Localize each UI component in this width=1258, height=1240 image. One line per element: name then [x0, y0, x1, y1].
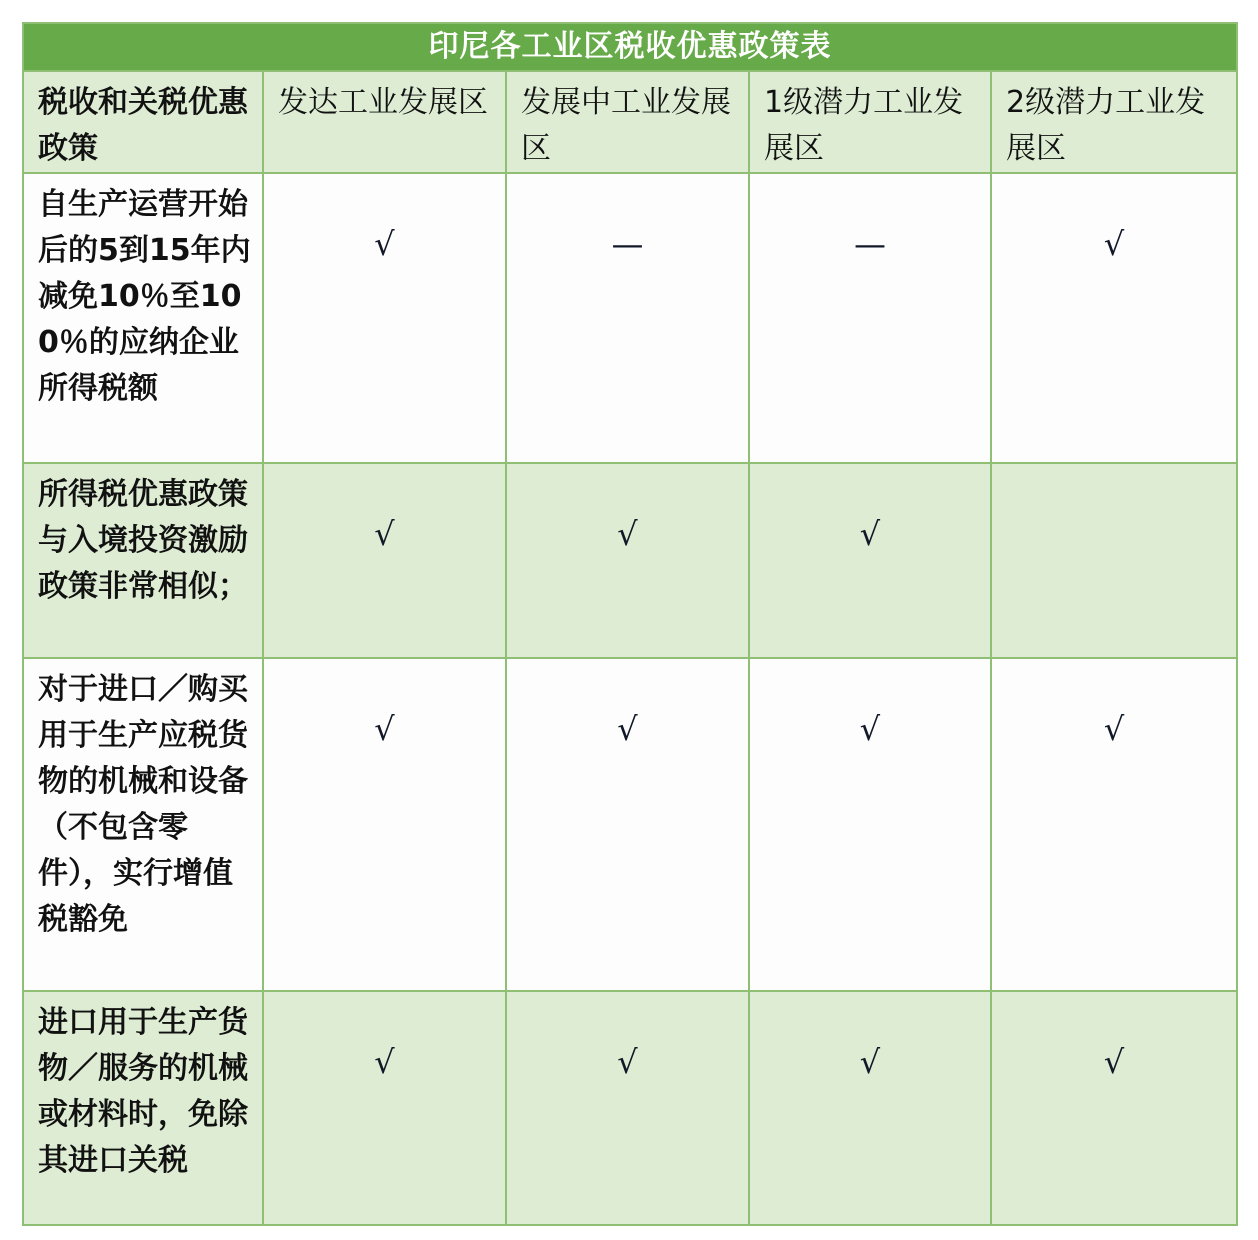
header-cell-policy: 税收和关税优惠政策: [23, 71, 263, 173]
data-cell: √: [749, 463, 991, 658]
data-cell: √: [263, 173, 506, 463]
data-cell: √: [506, 463, 749, 658]
header-cell-developing-zone: 发展中工业发展区: [506, 71, 749, 173]
data-cell: √: [991, 658, 1237, 991]
table-row: [23, 658, 1237, 991]
data-cell: √: [263, 991, 506, 1225]
table-row: [23, 463, 1237, 658]
table-title: 印尼各工业区税收优惠政策表: [23, 23, 1237, 71]
header-cell-potential-1-zone: 1级潜力工业发展区: [749, 71, 991, 173]
row-label: 自生产运营开始后的5到15年内减免10％至100％的应纳企业所得税额: [23, 173, 263, 463]
data-cell: √: [506, 658, 749, 991]
data-cell: √: [749, 658, 991, 991]
header-cell-potential-2-zone: 2级潜力工业发展区: [991, 71, 1237, 173]
data-cell: √: [263, 463, 506, 658]
tax-policy-table: [22, 22, 1238, 1226]
data-cell: √: [749, 991, 991, 1225]
header-cell-developed-zone: 发达工业发展区: [263, 71, 506, 173]
table-row: [23, 173, 1237, 463]
row-label: 所得税优惠政策与入境投资激励政策非常相似；: [23, 463, 263, 658]
data-cell: √: [263, 658, 506, 991]
data-cell: —: [506, 173, 749, 463]
row-label: 进口用于生产货物／服务的机械或材料时，免除其进口关税: [23, 991, 263, 1225]
table-row: [23, 991, 1237, 1225]
data-cell: √: [991, 173, 1237, 463]
data-cell: [991, 463, 1237, 658]
row-label: 对于进口／购买用于生产应税货物的机械和设备（不包含零件），实行增值税豁免: [23, 658, 263, 991]
data-cell: —: [749, 173, 991, 463]
data-cell: √: [506, 991, 749, 1225]
header-row: [23, 71, 1237, 173]
data-cell: √: [991, 991, 1237, 1225]
title-row: [23, 23, 1237, 71]
